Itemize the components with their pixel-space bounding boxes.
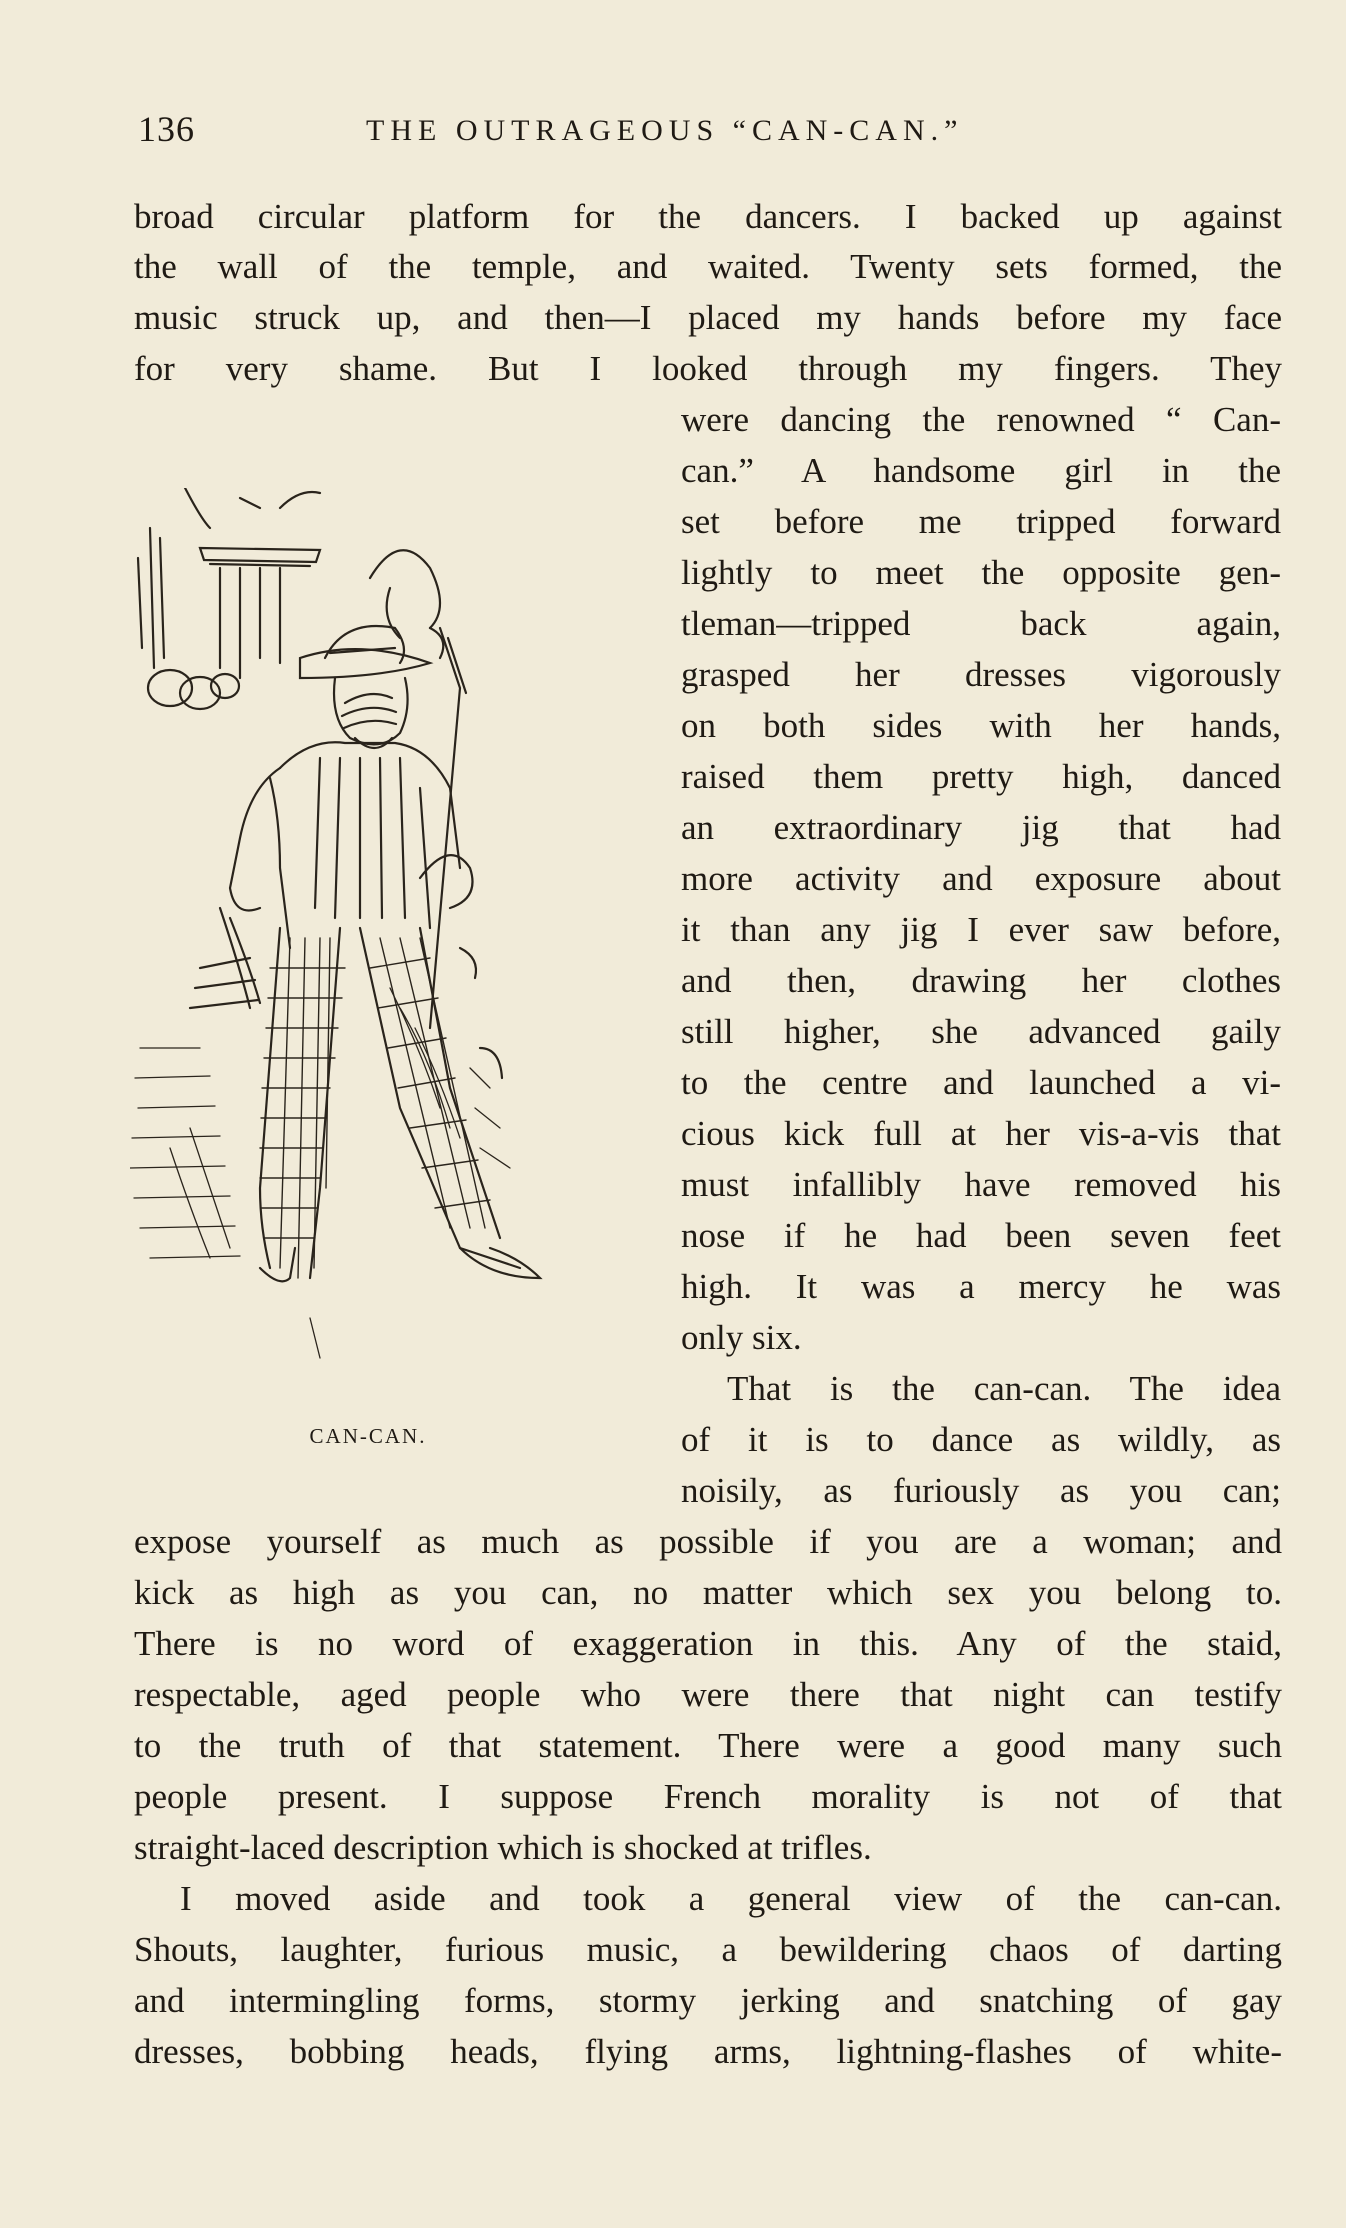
page-header	[138, 108, 1284, 154]
text-line: kick as high as you can, no matter which sex you belong to.	[134, 1573, 1282, 1612]
text-line: to the truth of that statement. There were a good many such	[134, 1726, 1282, 1765]
running-head: THE OUTRAGEOUS “CAN-CAN.”	[366, 114, 964, 147]
text-line: respectable, aged people who were there that night can testify	[134, 1675, 1282, 1714]
text-line: cious kick full at her vis-a-vis that	[681, 1114, 1281, 1153]
page-number: 136	[138, 109, 195, 149]
text-line: Shouts, laughter, furious music, a bewildering chaos of darting	[134, 1930, 1282, 1969]
text-line: were dancing the renowned “ Can-	[681, 400, 1281, 439]
text-line: still higher, she advanced gaily	[681, 1012, 1281, 1051]
text-line: nose if he had been seven feet	[681, 1216, 1281, 1255]
text-line: straight-laced description which is shocked at trifles.	[134, 1828, 872, 1867]
text-line: set before me tripped forward	[681, 502, 1281, 541]
text-line: I moved aside and took a general view of the can-can.	[180, 1879, 1282, 1918]
text-line: more activity and exposure about	[681, 859, 1281, 898]
text-line: must infallibly have removed his	[681, 1165, 1281, 1204]
text-line: There is no word of exaggeration in this. Any of the staid,	[134, 1624, 1282, 1663]
text-line: music struck up, and then—I placed my hands before my face	[134, 298, 1282, 337]
text-line: for very shame. But I looked through my fingers. They	[134, 349, 1282, 388]
figure-caption: CAN-CAN.	[309, 1424, 427, 1448]
text-line: can.” A handsome girl in the	[681, 451, 1281, 490]
text-line: to the centre and launched a vi-	[681, 1063, 1281, 1102]
text-line: people present. I suppose French morality is not of that	[134, 1777, 1282, 1816]
text-line: on both sides with her hands,	[681, 706, 1281, 745]
text-line: it than any jig I ever saw before,	[681, 910, 1281, 949]
illustration-man-covering-face	[130, 488, 600, 1408]
text-line: grasped her dresses vigorously	[681, 655, 1281, 694]
text-line: the wall of the temple, and waited. Twenty sets formed, the	[134, 247, 1282, 286]
text-line: broad circular platform for the dancers. I backed up against	[134, 197, 1282, 236]
text-line: raised them pretty high, danced	[681, 757, 1281, 796]
text-line: high. It was a mercy he was	[681, 1267, 1281, 1306]
text-line: and intermingling forms, stormy jerking and snatching of gay	[134, 1981, 1282, 2020]
text-line: only six.	[681, 1318, 802, 1357]
text-line: expose yourself as much as possible if you are a woman; and	[134, 1522, 1282, 1561]
text-line: noisily, as furiously as you can;	[681, 1471, 1281, 1510]
text-line: and then, drawing her clothes	[681, 961, 1281, 1000]
text-line: lightly to meet the opposite gen-	[681, 553, 1281, 592]
text-line: an extraordinary jig that had	[681, 808, 1281, 847]
text-line: tleman—tripped back again,	[681, 604, 1281, 643]
text-line: That is the can-can. The idea	[727, 1369, 1281, 1408]
text-line: of it is to dance as wildly, as	[681, 1420, 1281, 1459]
text-line: dresses, bobbing heads, flying arms, lightning-flashes of white-	[134, 2032, 1282, 2071]
